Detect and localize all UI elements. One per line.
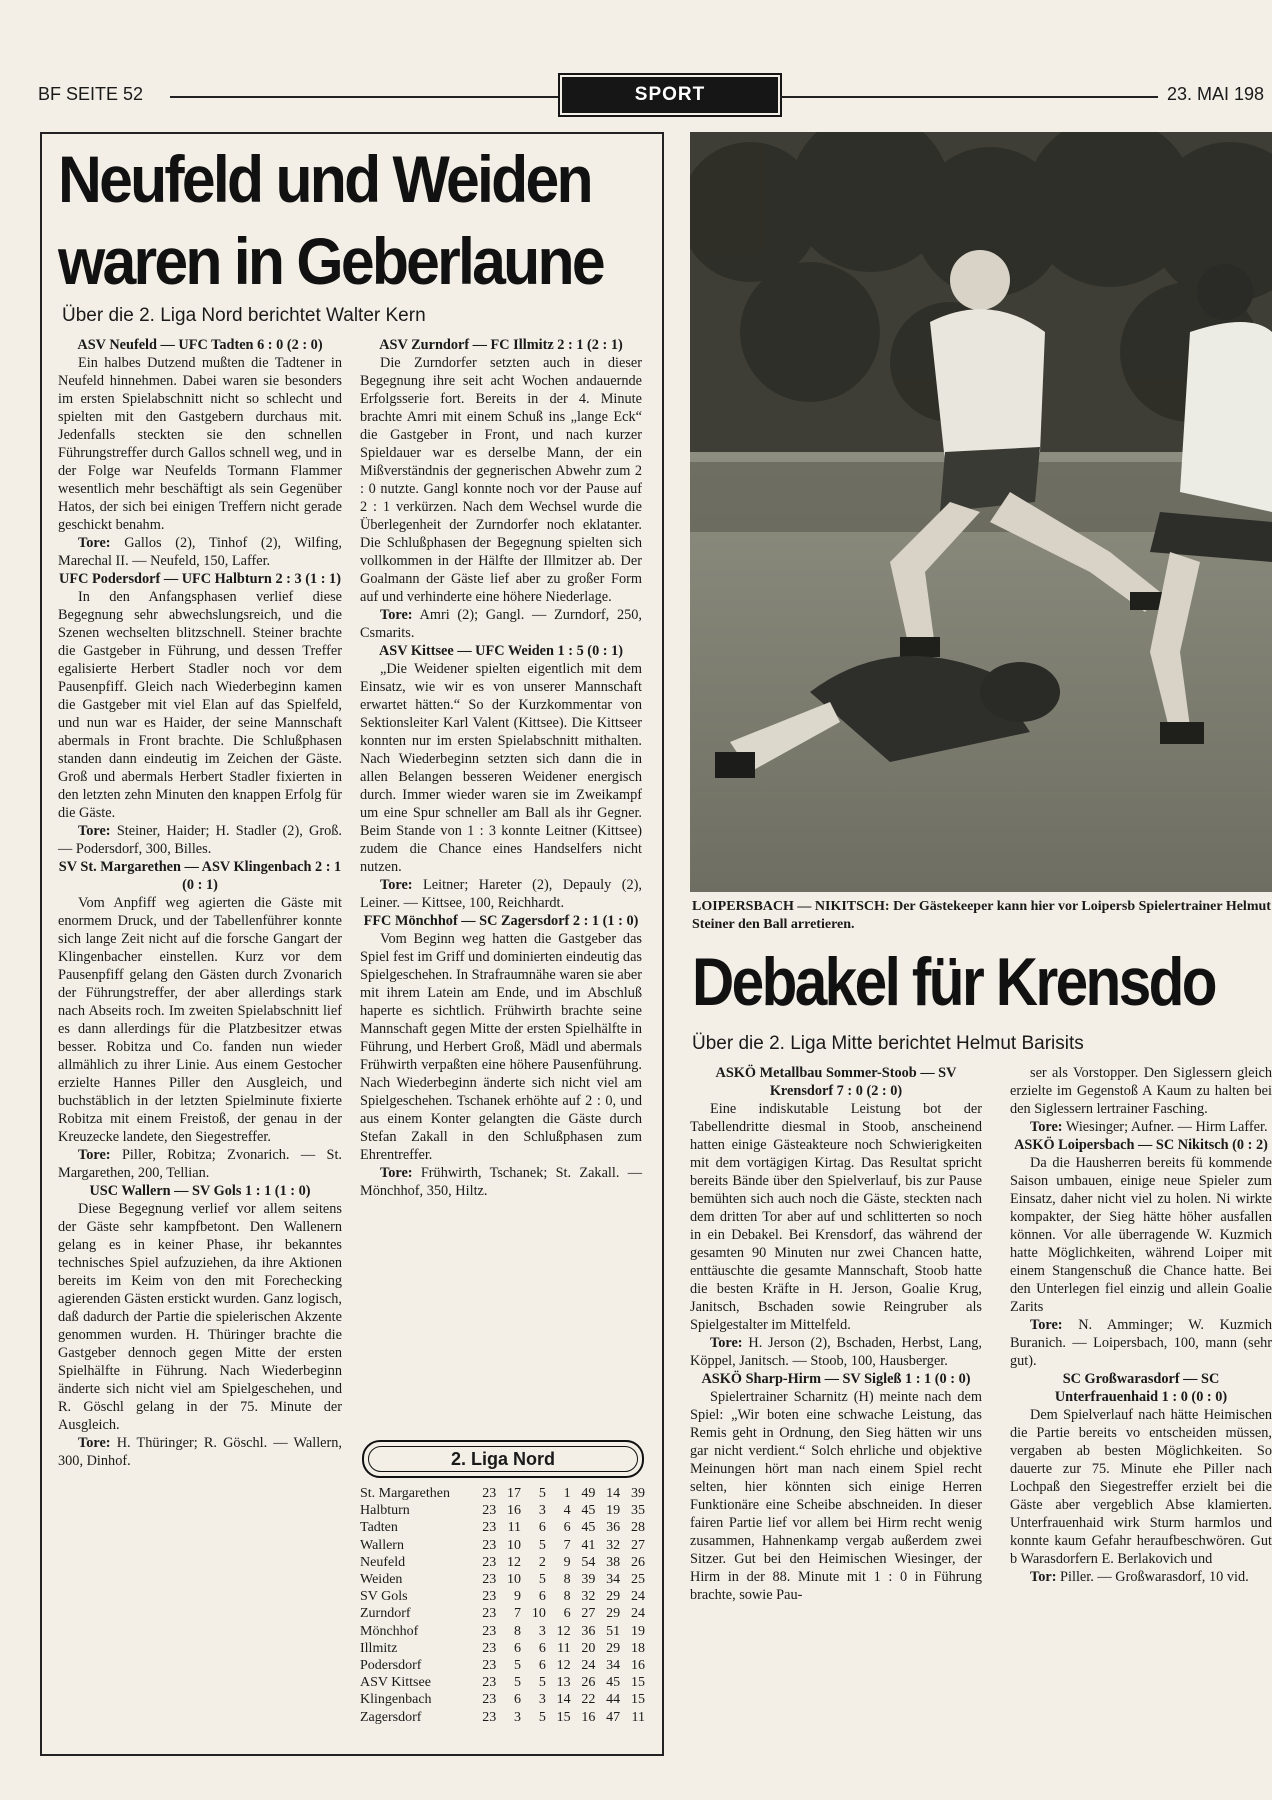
match-report: Ein halbes Dutzend mußten die Tadtener in Neufeld hinnehmen. Dabei waren sie besonders im ersten Spielabschnitt nicht so schlecht und spielten mit den Gastgebern durchaus mit. Jedenfalls steckten sie den schnellen Führungstreffer durch Gallos schnell weg, und in der Folge war Neufelds Tormann Flammer wesentlich mehr beschäftigt als sein Gegenüber Hatos, der sich bei einigen Treffern nicht gerade geschickt benahm. [58, 355, 342, 533]
table-cell: 7 [514, 1606, 522, 1622]
scorers-text: N. Amminger; W. Kuzmich Buranich. — Loipersbach, 100, mann (sehr gut). [1010, 1317, 1272, 1369]
table-cell: 24 [581, 1658, 596, 1674]
team-name: Klingenbach [360, 1692, 432, 1708]
table-cell: 16 [631, 1658, 645, 1674]
scorers-line [360, 876, 642, 912]
table-cell: 32 [581, 1589, 596, 1605]
match-report: Dem Spielverlauf nach hätte Heimischen die Partie bereits vo entscheiden müssen, vergaben ab besten Möglichkeiten. So dauerte zur 75. Minute ehe Piller nach Lochpaß den Siegestreffer erzielt bei die Gäste aber vergeblich Abse klamierten. Unterfrauenhaid wirk Sturm harmlos und konnte kaum Gefahr heraufbeschwören. Gut b Warasdorfern E. Berlakovich und [1010, 1407, 1272, 1567]
table-row [360, 1502, 645, 1519]
scorers-line [360, 606, 642, 642]
match-heading: ASV Kittsee — UFC Weiden 1 : 5 (0 : 1) [378, 643, 624, 659]
scorers-line [690, 1334, 982, 1370]
table-cell: 23 [482, 1606, 497, 1622]
team-name: Tadten [360, 1520, 398, 1536]
scorers-text: H. Thüringer; R. Göschl. — Wallern, 300, Dinhof. [58, 1435, 342, 1469]
table-cell: 5 [538, 1572, 546, 1588]
table-cell: 3 [538, 1623, 546, 1639]
table-cell: 6 [538, 1520, 546, 1536]
table-cell: 34 [606, 1572, 621, 1588]
table-cell: 6 [538, 1589, 546, 1605]
table-cell: 12 [556, 1623, 571, 1639]
match-report: Vom Anpfiff weg agierten die Gäste mit enormem Druck, und der Tabellenführer konnte sich lange Zeit nicht auf die forsche Gangart der Klingenbacher einstellen. Kurz vor dem Pausenpfiff gelang den Gästen durch Zvonarich der Führungstreffer, der aber allerdings stark nach Abseits roch. Im zweiten Spielabschnitt lief es dann allerdings für die Platzbesitzer etwas besser. Robitza und Co. fanden nun wieder allmählich zu ihrer Linie. Aus einem Gestocher erzielte Hannes Piller den Ausgleich, und buchstäblich in der letzten Spielminute fixierte Robitza mit einem Freistoß, der genau in der Kreuzecke landete, den Siegestreffer. [58, 895, 342, 1145]
match-report: Da die Hausherren bereits fü kommende Saison umbauen, einige neue Spieler zum Einsatz, daher nicht viel zu holen. Ni wirkte kompakter, der Sieg hätte höher ausfallen können. Vor alle überragende W. Kuzmich hatte Möglichkeiten, während Loiper mit einem Stangenschuß die Chance hatte. Bei den Unterlegen fiel einzig und allein Goalie Zarits [1010, 1155, 1272, 1315]
table-cell: 16 [507, 1503, 522, 1519]
league-table [360, 1485, 645, 1726]
scorers-line [1010, 1118, 1272, 1136]
table-cell: 5 [538, 1675, 546, 1691]
table-cell: 6 [563, 1520, 571, 1536]
scorers-text: Leitner; Hareter (2), Depauly (2), Leiner. — Kittsee, 100, Reichhardt. [360, 877, 642, 911]
team-name: Wallern [360, 1537, 404, 1553]
page-number: BF SEITE 52 [38, 84, 144, 104]
table-cell: 27 [581, 1606, 596, 1622]
table-cell: 8 [514, 1623, 522, 1639]
table-cell: 35 [631, 1503, 645, 1519]
scorers-text: Piller. — Großwarasdorf, 10 vid. [1056, 1569, 1249, 1585]
table-cell: 23 [482, 1486, 497, 1501]
match-report: Diese Begegnung verlief vor allem seitens der Gäste sehr kampfbetont. Den Wallenern gelang es in keiner Phase, ihr bekanntes technisches Spiel aufzuziehen, da ihre Aktionen bereits im Keim von den mit Forechecking agierenden Gästen erstickt wurden. Ganz logisch, daß dadurch der Partie die spielerischen Akzente genommen wurden. H. Thüringer brachte die Gastgeber dennoch gegen Mitte der ersten Spielhälfte in Führung. Nach Wiederbeginn änderte sich nicht viel am Spielgeschehen, und R. Göschl gelang in der 75. Minute der Ausgleich. [58, 1201, 342, 1433]
scorers-label: Tor: [1030, 1569, 1057, 1585]
table-cell: 15 [631, 1675, 645, 1691]
match-heading: ASKÖ Loipersbach — SC Nikitsch (0 : 2) [1014, 1137, 1268, 1153]
table-row [360, 1605, 645, 1622]
table-row [360, 1674, 645, 1691]
table-cell: 17 [507, 1486, 522, 1501]
table-cell: 29 [606, 1640, 621, 1656]
table-cell: 5 [514, 1675, 522, 1691]
table-cell: 6 [514, 1692, 522, 1708]
scorers-label: Tore: [380, 877, 413, 893]
team-name: Weiden [360, 1572, 403, 1588]
table-row [360, 1691, 645, 1708]
team-name: SV Gols [360, 1589, 408, 1605]
league-table-title: 2. Liga Nord [362, 1440, 644, 1478]
match-heading: UFC Podersdorf — UFC Halbturn 2 : 3 (1 : 1) [59, 571, 341, 587]
scorers-label: Tore: [710, 1335, 743, 1351]
scorers-line [58, 1434, 342, 1470]
match-report: In den Anfangsphasen verlief diese Begegnung sehr abwechslungsreich, und die Szenen wechselten blitzschnell. Steiner brachte die Gastgeber in Führung, und dessen Treffer egalisierte Herbert Stadler noch vor dem Pausenpfiff. Gleich nach Wiederbeginn kamen die Gastgeber mit viel Elan auf das Spielfeld, und nun war es Haider, der seine Mannschaft abermals in Front brachte. Die Schlußphasen standen dann eindeutig im Zeichen der Gäste. Groß und abermals Herbert Stadler fixierten in den letzten zehn Minuten den knappen Erfolg für die Gäste. [58, 589, 342, 821]
scorers-line [1010, 1568, 1272, 1586]
table-cell: 6 [538, 1640, 546, 1656]
table-cell: 8 [563, 1589, 571, 1605]
table-cell: 23 [482, 1589, 497, 1605]
match-photo [690, 132, 1272, 892]
table-cell: 36 [606, 1520, 621, 1536]
table-cell: 49 [581, 1486, 596, 1501]
scorers-label: Tore: [78, 535, 111, 551]
table-cell: 14 [556, 1692, 571, 1708]
headline-line-1: Neufeld und Weiden [58, 142, 591, 216]
table-cell: 51 [606, 1623, 621, 1639]
table-cell: 5 [538, 1709, 546, 1725]
table-cell: 23 [482, 1658, 497, 1674]
match-heading: ASKÖ Sharp-Hirm — SV Sigleß 1 : 1 (0 : 0) [701, 1371, 971, 1387]
table-cell: 11 [507, 1520, 522, 1536]
table-cell: 3 [538, 1692, 546, 1708]
table-cell: 20 [581, 1640, 596, 1656]
table-cell: 47 [606, 1709, 621, 1725]
match-report: Die Zurndorfer setzten auch in dieser Begegnung ihre seit acht Wochen andauernde Erfolgsserie fort. Bereits in der 4. Minute brachte Amri mit einem Schuß ins „lange Eck“ die Gastgeber in Front, und nach kurzer Spieldauer war es derselbe Mann, der ein Mißverständnis der gegnerischen Abwehr zum 2 : 0 nutzte. Gangl konnte noch vor der Pause auf 2 : 1 verkürzen. Nach dem Wechsel wurde die Überlegenheit der Zurndorfer noch eklatanter. Die Schlußphasen der Begegnung spielten sich vollkommen in der Hälfte der Illmitzer ab. Der Goalmann der Gäste lief aber zu großer Form auf und verhinderte eine höhere Niederlage. [360, 355, 642, 605]
scorers-label: Tore: [380, 607, 413, 623]
article-column-2 [360, 336, 642, 1200]
scorers-line [58, 1146, 342, 1182]
table-cell: 12 [556, 1658, 571, 1674]
table-cell: 5 [514, 1658, 522, 1674]
table-cell: 26 [581, 1675, 596, 1691]
table-cell: 15 [631, 1692, 645, 1708]
table-row [360, 1537, 645, 1554]
table-cell: 23 [482, 1692, 497, 1708]
match-report: Eine indiskutable Leistung bot der Tabellendritte diesmal in Stoob, anscheinend hatten einige Gästeakteure noch Schwierigkeiten mit dem vortägigen Kirtag. Das Resultat spricht bereits Bände über den Spielverlauf, bis zur Pause bemühten sich auch noch die Gäste, steckten nach dem dritten Tor aber auf und schlitterten so noch in ein Debakel. Bei Krensdorf, das während der gesamten 90 Minuten nur zwei Chancen hatte, enttäuschte die gesamte Mannschaft, Stoob hatte die besten Kräfte in H. Jerson, Goalie Krug, Janitsch, Bschaden sowie Reingruber als Spielgestalter im Mittelfeld. [690, 1101, 982, 1333]
table-cell: 23 [482, 1572, 497, 1588]
table-cell: 4 [563, 1503, 571, 1519]
scorers-line [1010, 1316, 1272, 1370]
table-cell: 27 [631, 1537, 645, 1553]
team-name: ASV Kittsee [360, 1675, 431, 1691]
table-row [360, 1657, 645, 1674]
table-cell: 8 [563, 1572, 571, 1588]
table-row [360, 1623, 645, 1640]
team-name: St. Margarethen [360, 1486, 450, 1501]
table-cell: 34 [606, 1658, 621, 1674]
table-cell: 29 [606, 1606, 621, 1622]
table-cell: 2 [538, 1554, 546, 1570]
table-cell: 12 [507, 1554, 522, 1570]
table-cell: 41 [581, 1537, 596, 1553]
table-cell: 45 [606, 1675, 621, 1691]
table-cell: 23 [482, 1554, 497, 1570]
section-label: SPORT [562, 77, 778, 113]
headline-line-2: waren in Geberlaune [58, 224, 603, 298]
table-cell: 39 [581, 1572, 596, 1588]
table-cell: 11 [631, 1709, 645, 1725]
match-report: Spielertrainer Scharnitz (H) meinte nach dem Spiel: „Wir boten eine schwache Leistung, das Remis geht in Ordnung, den Sieg hätten wir uns gar nicht verdient.“ Solch ehrliche und objektive Meinungen hört man nach einem Spiel recht selten, hier könnten sich einige Herren Funktionäre eine Scheibe abschneiden. In dieser fairen Partie lief vor allem bei Hirm recht wenig zusammen, Hahnenkamp vergab außerdem zwei Sitzer. Gut bei den Heimischen Wiesinger, der Hirm in der 88. Minute mit 1 : 0 in Führung brachte, sowie Pau- [690, 1389, 982, 1603]
table-row [360, 1640, 645, 1657]
table-cell: 3 [538, 1503, 546, 1519]
header-rule-right [780, 96, 1158, 98]
table-cell: 25 [631, 1572, 645, 1588]
headline-2: Debakel für Krensdo [692, 944, 1215, 1020]
table-cell: 54 [581, 1554, 596, 1570]
table-cell: 36 [581, 1623, 596, 1639]
article-2-byline: Über die 2. Liga Mitte berichtet Helmut Barisits [692, 1033, 1084, 1054]
table-row [360, 1485, 645, 1502]
table-cell: 10 [507, 1572, 522, 1588]
match-heading: ASV Neufeld — UFC Tadten 6 : 0 (2 : 0) [77, 337, 323, 353]
table-cell: 23 [482, 1640, 497, 1656]
table-cell: 14 [606, 1486, 621, 1501]
match-heading: ASV Zurndorf — FC Illmitz 2 : 1 (2 : 1) [379, 337, 623, 353]
table-row [360, 1588, 645, 1605]
scorers-label: Tore: [78, 1435, 111, 1451]
scorers-text: Amri (2); Gangl. — Zurndorf, 250, Csmarits. [360, 607, 642, 641]
team-name: Zurndorf [360, 1606, 411, 1622]
table-cell: 19 [606, 1503, 621, 1519]
table-cell: 10 [507, 1537, 522, 1553]
scorers-label: Tore: [78, 1147, 111, 1163]
table-cell: 32 [606, 1537, 621, 1553]
table-cell: 13 [556, 1675, 571, 1691]
table-cell: 24 [631, 1606, 645, 1622]
table-cell: 6 [538, 1658, 546, 1674]
team-name: Podersdorf [360, 1658, 422, 1674]
table-row [360, 1571, 645, 1588]
team-name: Mönchhof [360, 1623, 419, 1639]
table-cell: 23 [482, 1675, 497, 1691]
scorers-text: H. Jerson (2), Bschaden, Herbst, Lang, Köppel, Janitsch. — Stoob, 100, Hausberger. [690, 1335, 982, 1369]
article-byline: Über die 2. Liga Nord berichtet Walter Kern [62, 305, 426, 326]
table-cell: 44 [606, 1692, 621, 1708]
football-scene-image [690, 132, 1272, 892]
table-cell: 23 [482, 1623, 497, 1639]
team-name: Neufeld [360, 1554, 406, 1570]
match-heading: SC Großwarasdorf — SC Unterfrauenhaid 1 : 0 (0 : 0) [1054, 1371, 1228, 1405]
table-cell: 16 [581, 1709, 596, 1725]
match-heading: SV St. Margarethen — ASV Klingenbach 2 : 1 (0 : 1) [58, 859, 342, 893]
article-2-column-2 [1010, 1064, 1272, 1586]
scorers-label: Tore: [1030, 1119, 1063, 1135]
table-cell: 23 [482, 1537, 497, 1553]
table-cell: 9 [514, 1589, 522, 1605]
table-cell: 7 [563, 1537, 571, 1553]
table-cell: 19 [631, 1623, 645, 1639]
table-row [360, 1519, 645, 1536]
scorers-text: Steiner, Haider; H. Stadler (2), Groß. — Podersdorf, 300, Billes. [58, 823, 342, 857]
article-2-column-1 [690, 1064, 982, 1604]
team-name: Halbturn [360, 1503, 410, 1519]
table-row [360, 1709, 645, 1726]
table-cell: 6 [514, 1640, 522, 1656]
photo-caption: LOIPERSBACH — NIKITSCH: Der Gästekeeper kann hier vor Loipersb Spielertrainer Helmut Steiner den Ball arretieren. [692, 899, 1271, 932]
table-cell: 38 [606, 1554, 621, 1570]
issue-date: 23. MAI 198 [1166, 84, 1264, 104]
table-cell: 28 [631, 1520, 645, 1536]
table-cell: 23 [482, 1503, 497, 1519]
scorers-label: Tore: [1030, 1317, 1063, 1333]
table-cell: 23 [482, 1709, 497, 1725]
match-report: ser als Vorstopper. Den Siglessern gleich erzielte im Gegenstoß A Kaum zu halten bei den Siglessern lertrainer Fasching. [1010, 1065, 1272, 1117]
scorers-text: Piller, Robitza; Zvonarich. — St. Margarethen, 200, Tellian. [58, 1147, 342, 1181]
match-heading: FFC Mönchhof — SC Zagersdorf 2 : 1 (1 : 0) [363, 913, 639, 929]
scorers-text: Frühwirth, Tschanek; St. Zakall. — Mönchhof, 350, Hiltz. [360, 1165, 642, 1199]
match-heading: ASKÖ Metallbau Sommer-Stoob — SV Krensdorf 7 : 0 (2 : 0) [715, 1065, 957, 1099]
table-cell: 23 [482, 1520, 497, 1536]
header-rule-left [170, 96, 558, 98]
table-cell: 15 [556, 1709, 571, 1725]
match-heading: USC Wallern — SV Gols 1 : 1 (1 : 0) [89, 1183, 311, 1199]
match-report: Vom Beginn weg hatten die Gastgeber das Spiel fest im Griff und dominierten eindeutig das Spielgeschehen. In Strafraumnähe waren sie aber mit ihrem Latein am Ende, und im Abschluß haperte es sichtlich. Frühwirth brachte seine Mannschaft gegen Mitte der ersten Spielhälfte in Führung, und Herbert Groß, Mädl und abermals Frühwirth verpaßten eine höhere Pausenführung. Nach Wiederbeginn änderte sich nicht viel am Spielgeschehen. Tschanek erhöhte auf 2 : 0, und aus einem Konter gelangten die Gäste durch Stefan Zakall in den Schlußphasen zum Ehrentreffer. [360, 931, 642, 1163]
table-cell: 5 [538, 1486, 546, 1501]
scorers-text: Gallos (2), Tinhof (2), Wilfing, Marechal II. — Neufeld, 150, Laffer. [58, 535, 342, 569]
match-report: „Die Weidener spielten eigentlich mit dem Einsatz, wie wir es von unserer Mannschaft erwartet hätten.“ So der Kurzkommentar von Sektionsleiter Karl Valent (Kittsee). Die Kittseer konnten nur im ersten Spielabschnitt mithalten. Nach Wiederbeginn setzten sich dann die in allen Belangen besseren Weidener energisch durch. Immer wieder waren sie im Zweikampf um eine Spur schneller am Ball als ihr Gegner. Beim Stande von 1 : 3 konnte Leitner (Kittsee) zudem die Chance eines Handselfers nicht nutzen. [360, 661, 642, 875]
scorers-line [58, 534, 342, 570]
table-cell: 3 [514, 1709, 522, 1725]
table-cell: 18 [631, 1640, 645, 1656]
table-cell: 1 [563, 1486, 571, 1501]
table-cell: 29 [606, 1589, 621, 1605]
table-cell: 45 [581, 1503, 596, 1519]
table-cell: 24 [631, 1589, 645, 1605]
scorers-label: Tore: [380, 1165, 413, 1181]
table-cell: 10 [531, 1606, 546, 1622]
table-cell: 45 [581, 1520, 596, 1536]
table-cell: 39 [631, 1486, 645, 1501]
table-row [360, 1554, 645, 1571]
scorers-line [58, 822, 342, 858]
table-cell: 26 [631, 1554, 645, 1570]
table-cell: 22 [581, 1692, 596, 1708]
article-column-1 [58, 336, 342, 1470]
scorers-text: Wiesinger; Aufner. — Hirm Laffer. [1062, 1119, 1268, 1135]
team-name: Illmitz [360, 1640, 398, 1656]
table-cell: 9 [563, 1554, 571, 1570]
scorers-label: Tore: [78, 823, 111, 839]
team-name: Zagersdorf [360, 1709, 422, 1725]
table-cell: 11 [557, 1640, 571, 1656]
table-cell: 6 [563, 1606, 571, 1622]
table-cell: 5 [538, 1537, 546, 1553]
scorers-line [360, 1164, 642, 1200]
